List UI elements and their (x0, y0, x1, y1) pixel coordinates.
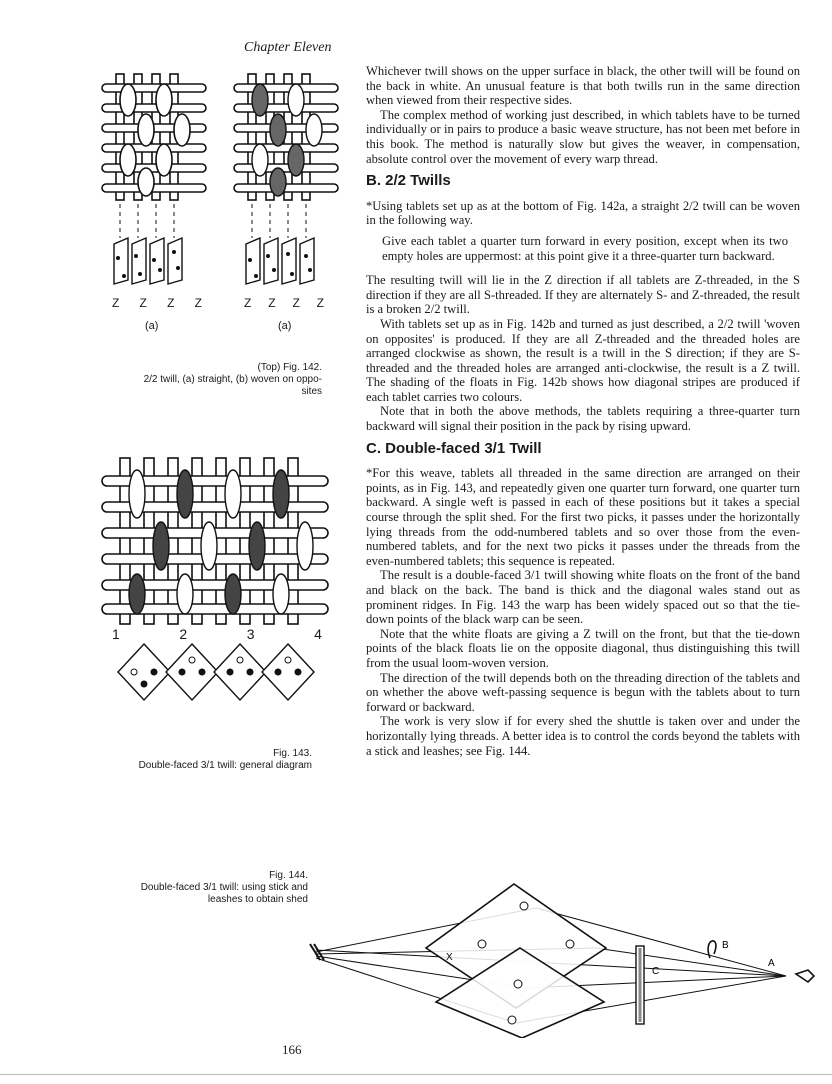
fig142-right-z-labels (244, 296, 324, 310)
paragraph: Note that in both the above methods, the tablets requiring a three-quarter turn backward will signal their position in the pack by rising upward. (366, 404, 800, 434)
fig142-left-drawing (100, 70, 210, 290)
fig142-label-right: (a) (278, 320, 292, 332)
page-number: 166 (282, 1042, 302, 1057)
label-x: X (446, 952, 453, 963)
paragraph: The resulting twill will lie in the Z direction if all tablets are Z-threaded, in the S direction if they are all S-threaded. If they are alternately S- and Z-threaded, the result is a broken 2/2 twill. (366, 273, 800, 317)
caption-line: sites (301, 386, 322, 397)
z-label: Z (139, 296, 147, 310)
tablet-number: 4 (314, 626, 322, 642)
paragraph: Whichever twill shows on the upper surface in black, the other twill will be found on the back in white. An unusual feature is that both twills run in the same direction when viewed from their respective sides. (366, 64, 800, 108)
caption-line: Fig. 143. (273, 748, 312, 759)
z-label: Z (167, 296, 175, 310)
fig142-caption (110, 362, 322, 398)
z-label: Z (316, 296, 324, 310)
fig143-numbers (112, 626, 322, 642)
z-label: Z (244, 296, 252, 310)
paragraph: The complex method of working just described, in which tablets have to be turned individually or in pairs to produce a basic weave structure, has not been met before in this book. The method is naturally slow but gives the weaver, in compensation, absolute control over the movement of every warp thread. (366, 107, 800, 166)
caption-line: Double-faced 3/1 twill: using stick and (140, 882, 308, 893)
fig142-right-drawing (232, 70, 342, 290)
z-label: Z (268, 296, 276, 310)
chapter-header: Chapter Eleven (244, 40, 332, 55)
fig144-drawing (306, 878, 824, 1038)
tablet-number: 2 (179, 626, 188, 642)
fig142-label-left: (a) (145, 320, 159, 332)
z-label: Z (112, 296, 120, 310)
paragraph: The work is very slow if for every shed the shuttle is taken over and under the horizontally lying threads. A better idea is to control the cords beyond the tablets with a stick and leashes; see Fig. 144. (366, 714, 800, 758)
z-label: Z (194, 296, 202, 310)
paragraph: The direction of the twill depends both on the threading direction of the tablets and on whether the above weft-passing sequence is begun with the tablets about to turn forward or backward. (366, 670, 800, 714)
label-b: B (722, 940, 729, 951)
label-a: A (768, 958, 775, 969)
fig144-caption (110, 870, 308, 906)
fig143-caption (110, 748, 312, 772)
caption-line: leashes to obtain shed (207, 894, 308, 905)
paragraph: *Using tablets set up as at the bottom of Fig. 142a, a straight 2/2 twill can be woven in the following way. (366, 198, 800, 228)
paragraph: With tablets set up as in Fig. 142b and turned as just described, a 2/2 twill 'woven on opposites' is produced. If they are all Z-threaded and the threaded holes are arranged clockwise as shown, the result is a twill in the S direction; if they are S-threaded and the threaded holes are arranged anti-clockwise, the result is a Z twill. The shading of the floats in Fig. 142b shows how diagonal stripes are produced if each tablet carries two colours. (366, 316, 800, 404)
paragraph: Note that the white floats are giving a Z twill on the front, but that the tie-down points of the black floats lie on the opposite diagonal, thus distinguishing this twill from the usual loom-woven version. (366, 626, 800, 670)
body-text-column (366, 64, 800, 758)
caption-line: Fig. 144. (269, 870, 308, 881)
caption-line: Double-faced 3/1 twill: general diagram (138, 760, 312, 771)
caption-line: (Top) Fig. 142. (257, 362, 322, 373)
z-label: Z (292, 296, 300, 310)
paragraph: *For this weave, tablets all threaded in the same direction are arranged on their points, as in Fig. 143, and repeatedly given one quarter turn forward, one quarter turn backward. A single weft is passed in each of these positions but it takes a special course through the split shed. For the first two picks, it passes under the horizontally lying threads from the odd-numbered tablets and so over those from the even-numbered tablets, and for the next two picks it passes under the threads from the even-numbered tablets; this sequence is repeated. (366, 466, 800, 568)
tablet-number: 3 (246, 626, 255, 642)
paragraph: The result is a double-faced 3/1 twill showing white floats on the front of the band and black on the back. The band is thick and the diagonal wales stand out as prominent ridges. In Fig. 143 the warp has been widely spaced out so that the tie-down points of the black warp can be seen. (366, 568, 800, 627)
instruction-block: Give each tablet a quarter turn forward in every position, except when its two empty holes are uppermost: at this point give it a three-quarter turn backward. (382, 233, 788, 263)
caption-line: 2/2 twill, (a) straight, (b) woven on oppo- (143, 374, 322, 385)
page-edge-line (0, 1074, 832, 1075)
fig142-left-z-labels (112, 296, 202, 310)
tablet-number: 1 (112, 626, 120, 642)
section-heading-c: C. Double-faced 3/1 Twill (366, 439, 542, 457)
section-heading-b: B. 2/2 Twills (366, 172, 451, 190)
label-c: C (652, 966, 660, 977)
fig143-drawing (100, 454, 340, 744)
